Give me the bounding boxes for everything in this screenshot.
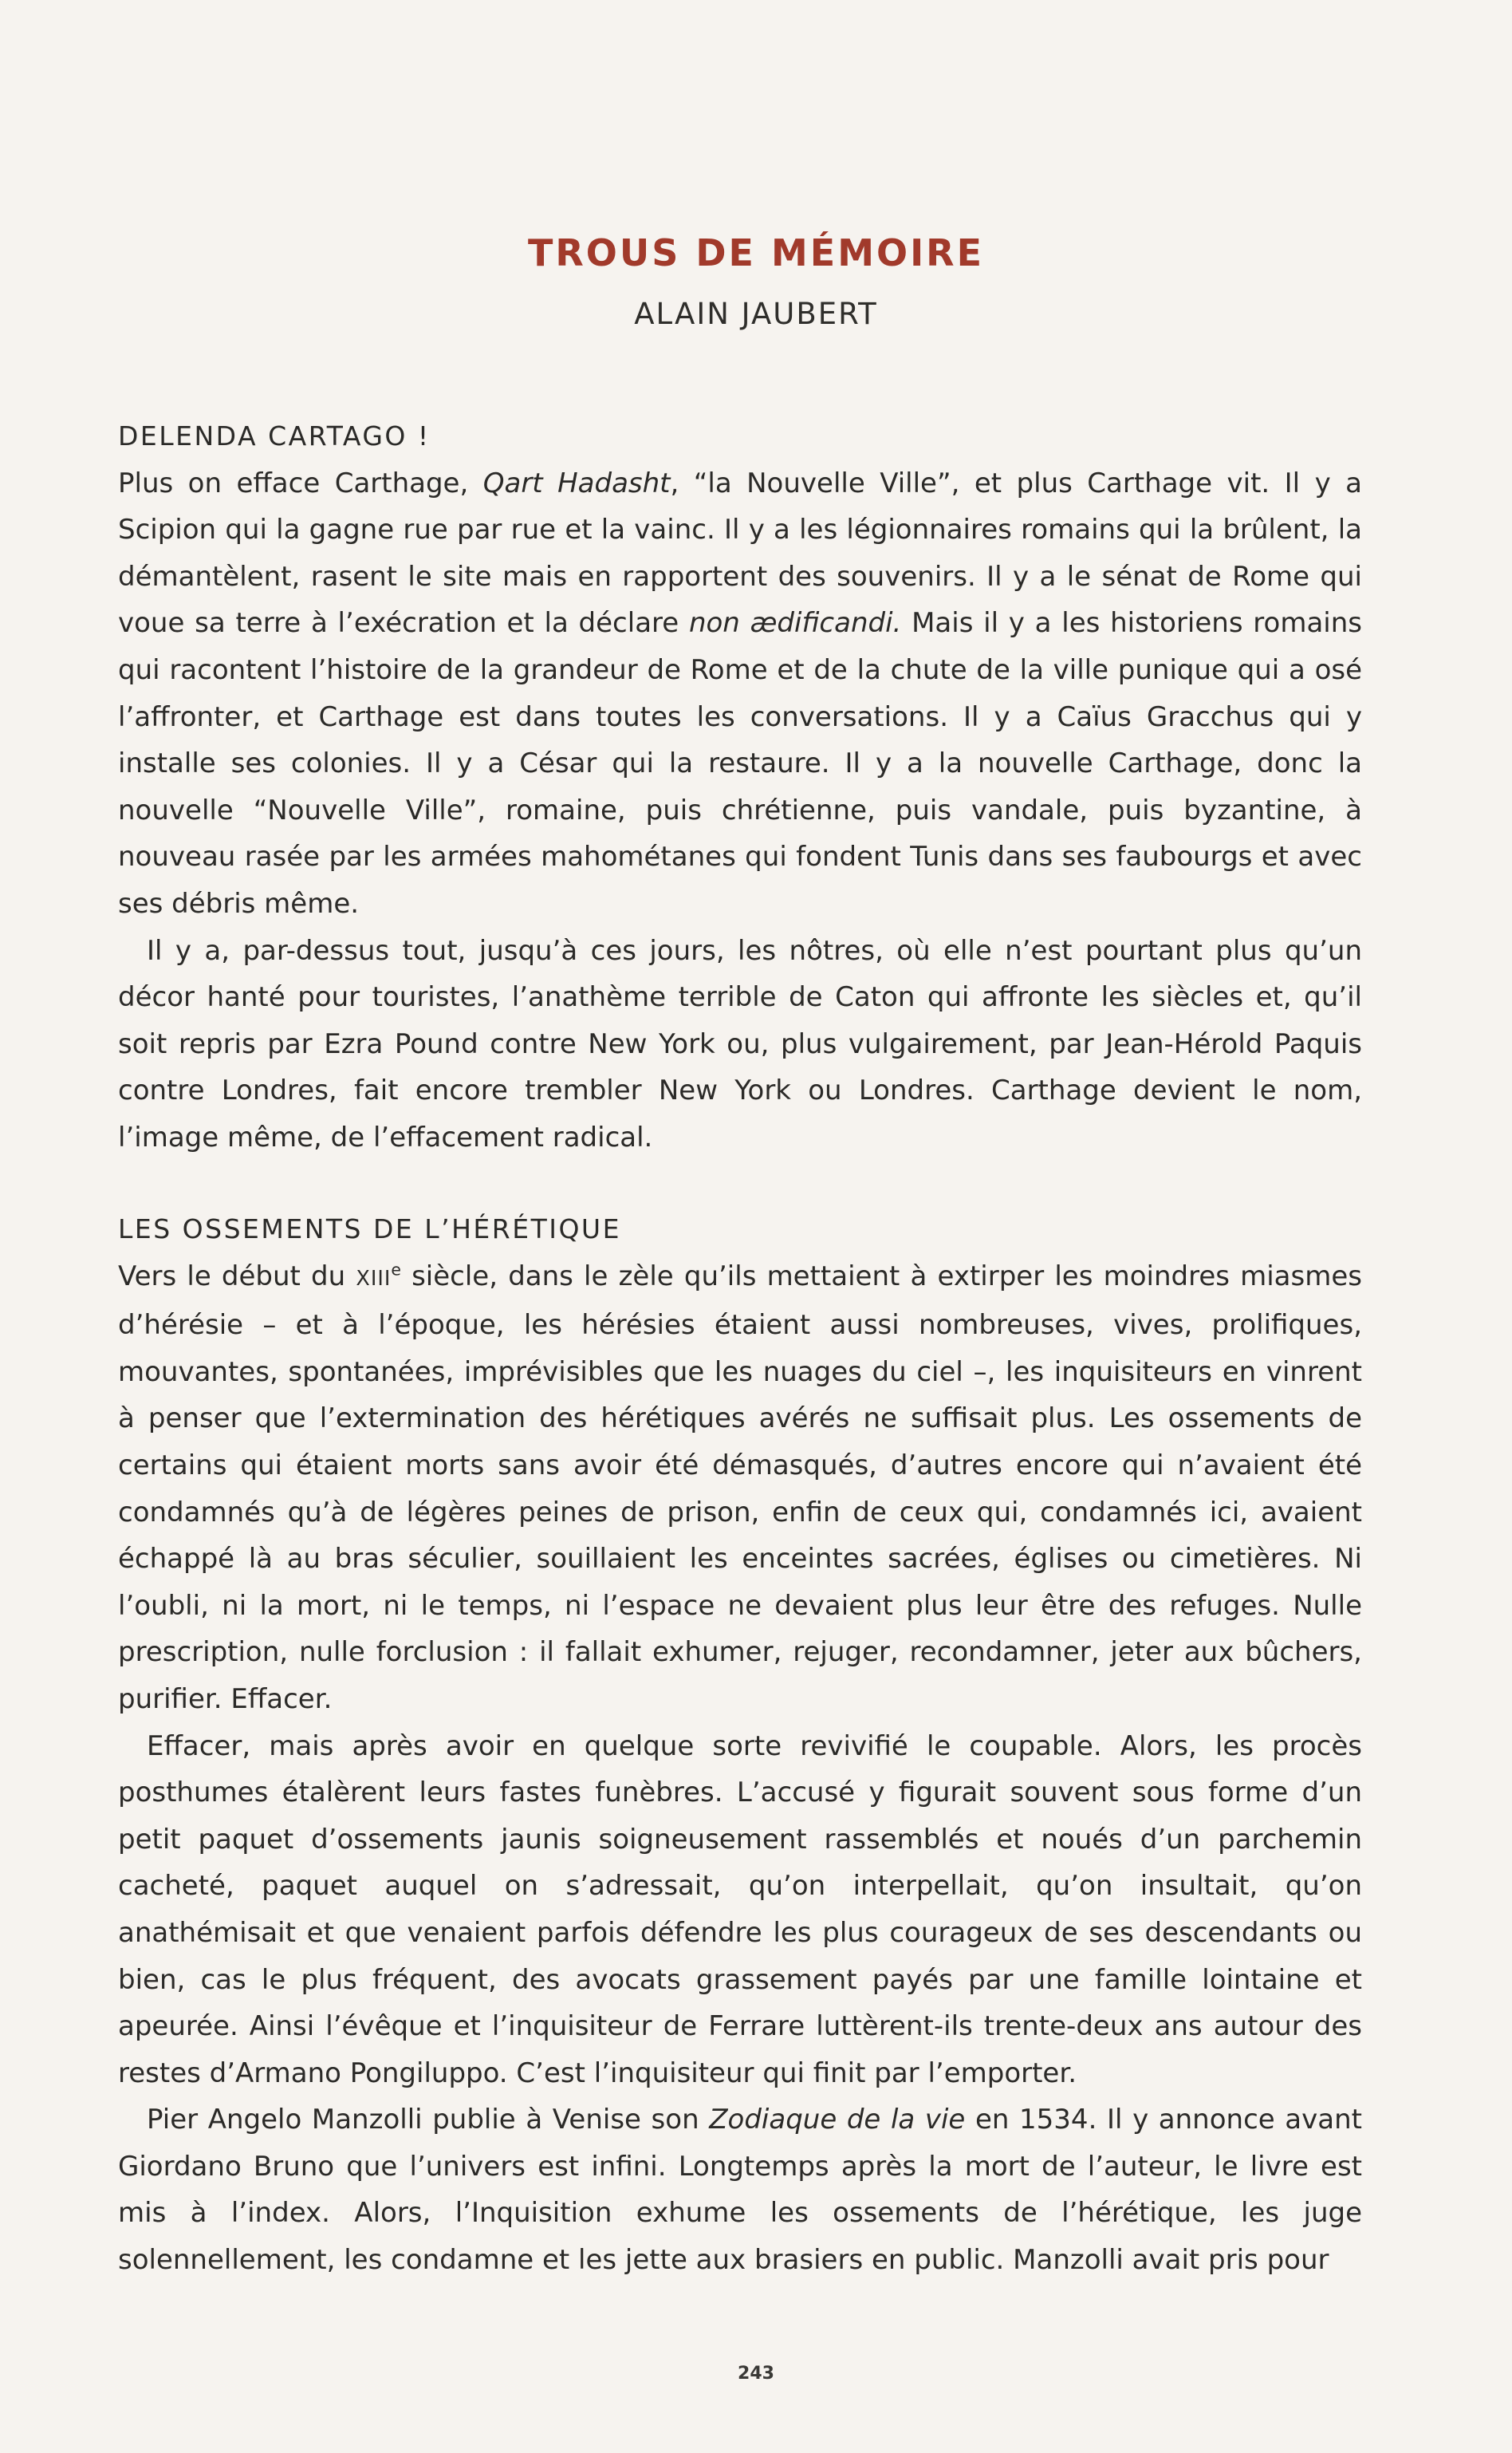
- paragraph: [118, 2096, 1362, 2283]
- paragraph: Il y a, par-dessus tout, jusqu’à ces jours, les nôtres, où elle n’est pourtant plus qu’un décor hanté pour touristes, l’anathème terrible de Caton qui affronte les siècles et, qu’il soit repris par Ezra Pound contre New York ou, plus vulgairement, par Jean-Hérold Paquis contre Londres, fait encore trembler New York ou Londres. Carthage devient le nom, l’image même, de l’effacement radical.: [118, 934, 1362, 1154]
- italic-text: Zodiaque de la vie: [709, 2104, 966, 2136]
- paragraph: Effacer, mais après avoir en quelque sorte revivifié le coupable. Alors, les procès posthumes étalèrent leurs fastes funèbres. L’accusé y figurait souvent sous forme d’un petit paquet d’ossements jaunis soigneusement rassemblés et noués d’un parchemin cacheté, paquet auquel on s’adressait, qu’on interpellait, qu’on insultait, qu’on anathémisait et que venaient parfois défendre les plus courageux de ses descendants ou bien, cas le plus fréquent, des avocats grassement payés par une famille lointaine et apeurée. Ainsi l’évêque et l’inquisiteur de Ferrare luttèrent-ils trente-deux ans autour des restes d’Armano Pongiluppo. C’est l’inquisiteur qui finit par l’emporter.: [118, 1729, 1362, 2089]
- text-run: , “la Nouvelle Ville”, et plus Carthage vit. Il y a Scipion qui la gagne rue par rue et la vainc. Il y a les légionnaires romains qui la brûlent, la démantèlent, rasent le site mais en rapportent des souvenirs. Il y a le sénat de Rome qui voue sa terre à l’exécration et la déclare: [118, 467, 1362, 640]
- text-run: Vers le début du: [118, 1260, 356, 1292]
- italic-text: Qart Hadasht: [482, 467, 671, 499]
- author-name: ALAIN JAUBERT: [634, 297, 878, 331]
- text-run: en 1534. Il y annonce avant Giordano Bruno que l’univers est infini. Longtemps après la mort de l’auteur, le livre est mis à l’index. Alors, l’Inquisition exhume les ossements de l’hérétique, les juge solennellement, les condamne et les jette aux brasiers en public. Manzolli avait pris pour: [118, 2104, 1362, 2277]
- section-ossements: [118, 1206, 1362, 2284]
- superscript: e: [391, 1260, 401, 1280]
- section-heading-delenda: DELENDA CARTAGO !: [118, 420, 431, 452]
- text-run: siècle, dans le zèle qu’ils mettaient à extirper les moindres miasmes d’hérésie – et à l’époque, les hérésies étaient aussi nombreuses, vives, prolifiques, mouvantes, spontanées, imprévisibles que les nuages du ciel –, les inquisiteurs en vinrent à penser que l’extermination des hérétiques avérés ne suffisait plus. Les ossements de certains qui étaient morts sans avoir été démasqués, d’autres encore qui n’avaient été condamnés qu’à de légères peines de prison, enfin de ceux qui, condamnés ici, avaient échappé là au bras séculier, souillaient les enceintes sacrées, églises ou cimetières. Ni l’oubli, ni la mort, ni le temps, ni l’espace ne devaient plus leur être des refuges. Nulle prescription, nulle forclusion : il fallait exhumer, rejuger, recondamner, jeter aux bûchers, purifier. Effacer.: [118, 1260, 1362, 1715]
- page-number: 243: [738, 2364, 774, 2384]
- century-numeral: XIII: [356, 1266, 392, 1291]
- paragraph: [118, 1253, 1362, 1723]
- text-run: Mais il y a les historiens romains qui racontent l’histoire de la grandeur de Rome et de la chute de la ville punique qui a osé l’affronter, et Carthage est dans toutes les conversations. Il y a Caïus Gracchus qui y installe ses colonies. Il y a César qui la restaure. Il y a la nouvelle Carthage, donc la nouvelle “Nouvelle Ville”, romaine, puis chrétienne, puis vandale, puis byzantine, à nouveau rasée par les armées mahométanes qui fondent Tunis dans ses faubourgs et avec ses débris même.: [118, 607, 1362, 920]
- chapter-title: TROUS DE MÉMOIRE: [527, 231, 985, 274]
- paragraph: [118, 460, 1362, 928]
- section-heading-ossements: LES OSSEMENTS DE L’HÉRÉTIQUE: [118, 1213, 621, 1244]
- section-delenda: [118, 413, 1362, 1161]
- text-run: Pier Angelo Manzolli publie à Venise son: [147, 2104, 710, 2136]
- text-run: Plus on efface Carthage,: [118, 467, 483, 499]
- italic-text: non ædificandi.: [688, 607, 902, 640]
